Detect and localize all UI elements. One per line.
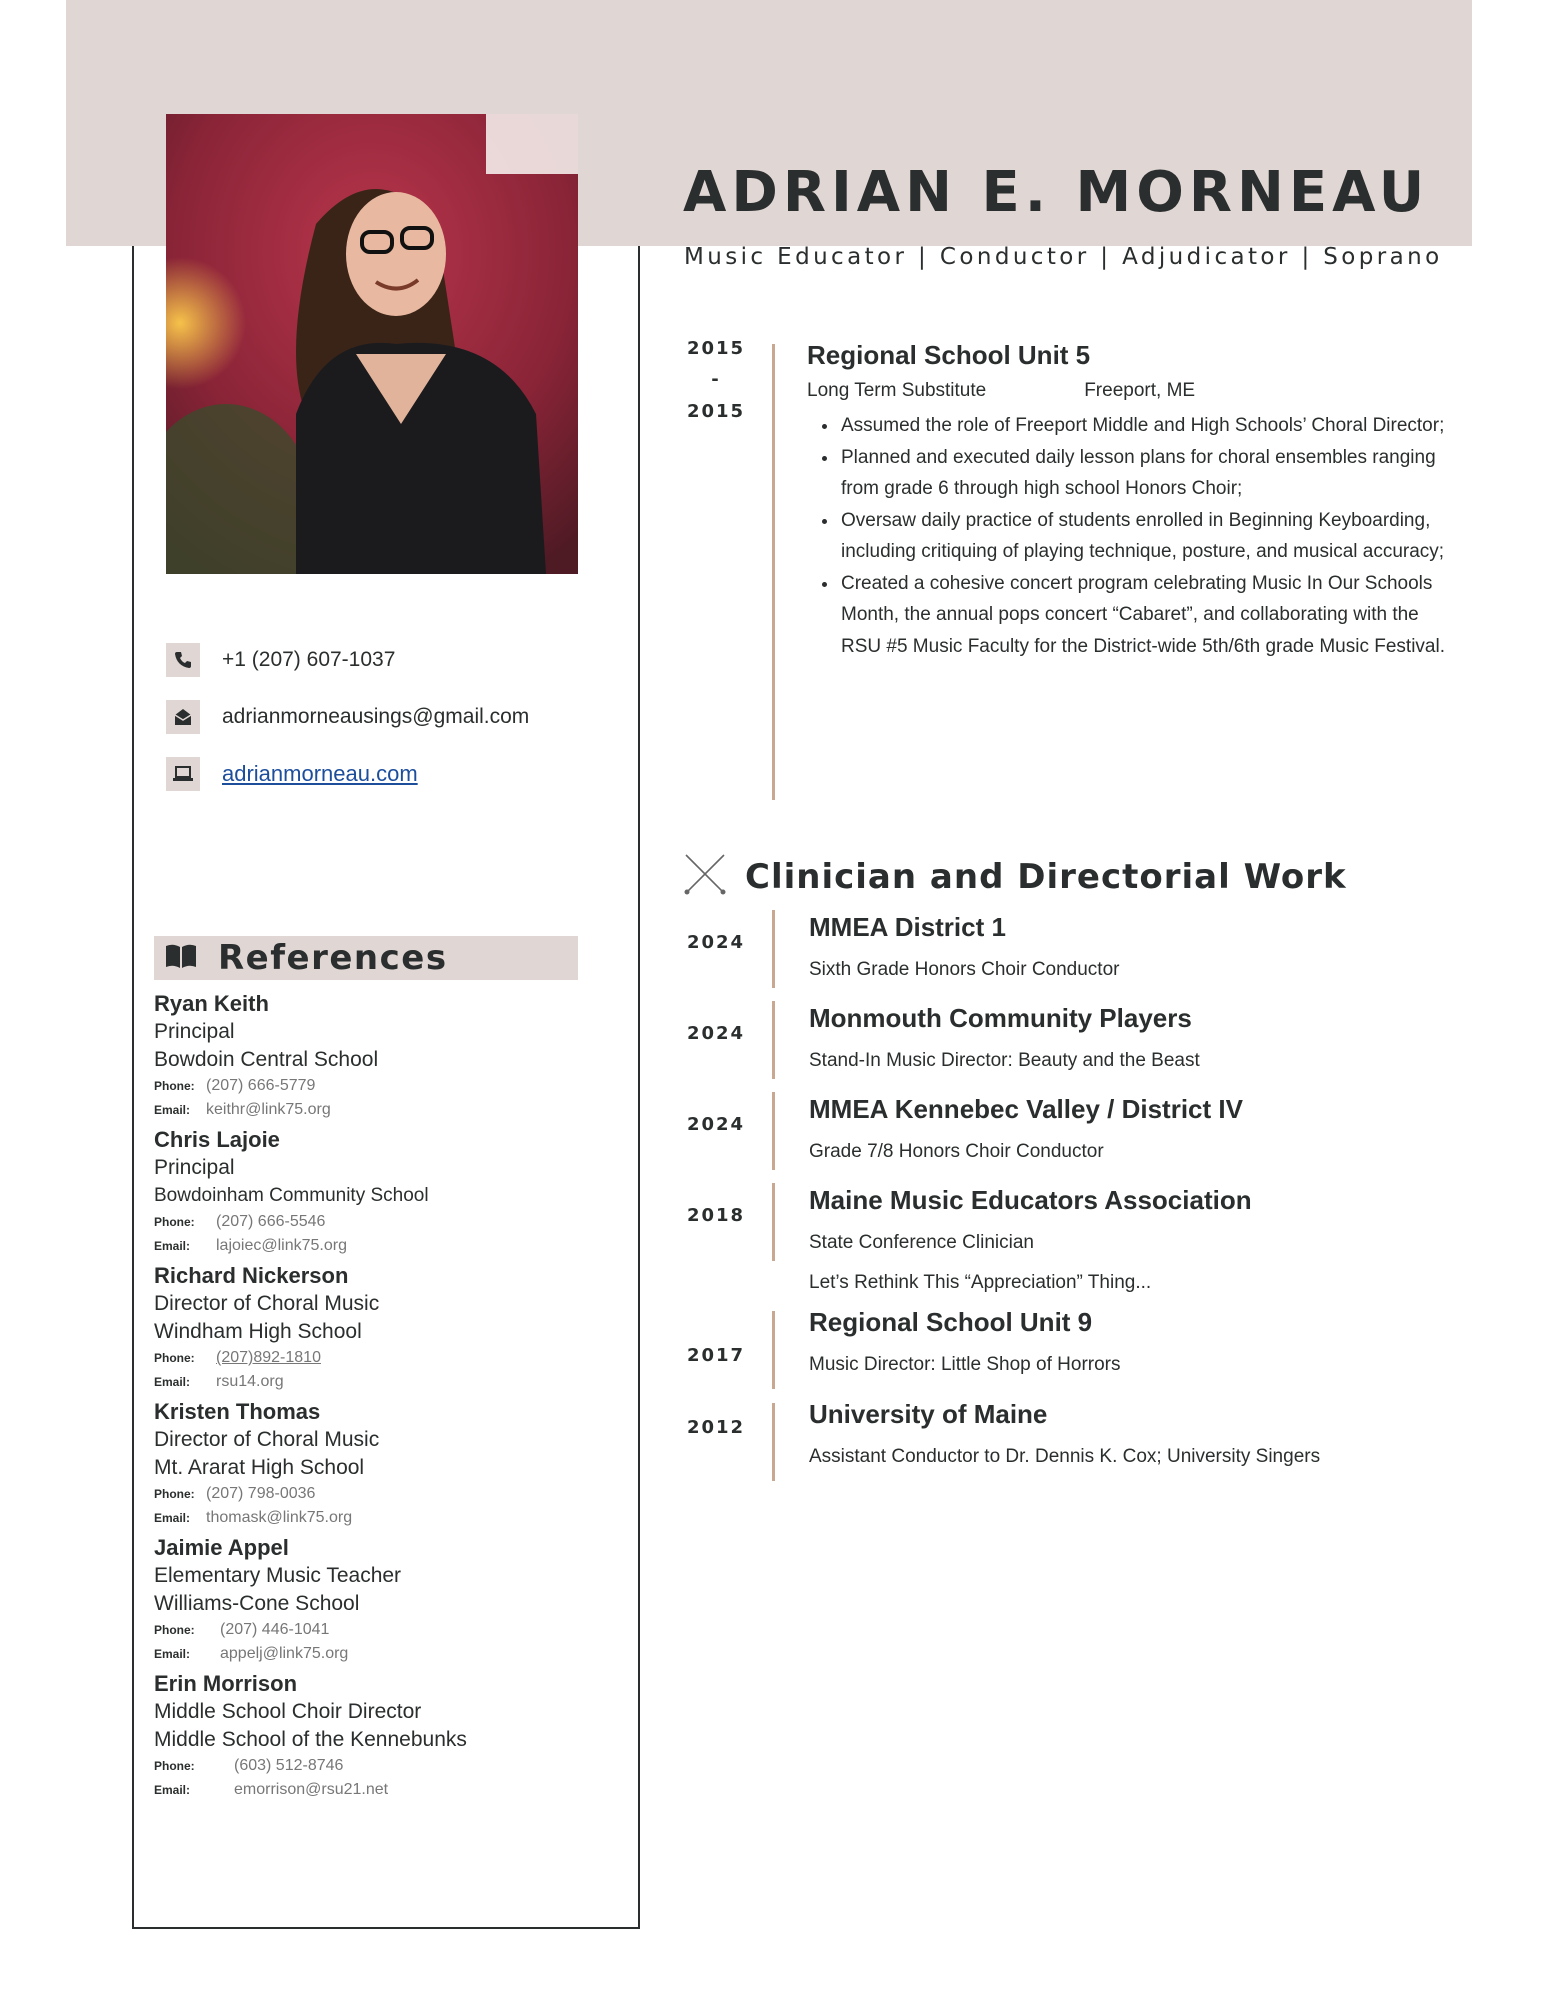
reference-email: appelj@link75.org [220, 1645, 349, 1662]
clinician-sub: Music Director: Little Shop of Horrors [809, 1354, 1121, 1375]
reference-email: lajoiec@link75.org [216, 1237, 347, 1254]
email-label: Email: [154, 1375, 191, 1389]
contact-website-row [166, 757, 418, 791]
clinician-sub: State Conference Clinician [809, 1232, 1034, 1253]
clinician-title: Maine Music Educators Association [809, 1185, 1252, 1215]
phone-label: Phone: [154, 1759, 195, 1773]
profile-photo [166, 114, 578, 574]
experience-position: Long Term Substitute [807, 380, 987, 401]
phone-label: Phone: [154, 1623, 195, 1637]
clinician-sub: Sixth Grade Honors Choir Conductor [809, 959, 1120, 980]
clinician-year: 2024 [686, 1023, 746, 1044]
email-label: Email: [154, 1783, 191, 1797]
reference-phone-link[interactable]: (207)892-1810 [216, 1349, 321, 1366]
references-title: References [218, 938, 448, 978]
email-label: Email: [154, 1647, 191, 1661]
experience-bullets [807, 410, 1447, 662]
reference-phone: (207) 798-0036 [206, 1485, 316, 1502]
clinician-sub: Grade 7/8 Honors Choir Conductor [809, 1141, 1104, 1162]
reference-org: Windham High School [154, 1320, 362, 1343]
experience-title: Regional School Unit 5 [807, 340, 1091, 370]
clinician-year: 2024 [686, 932, 746, 953]
clinician-sub-extra: Let’s Rethink This “Appreciation” Thing... [809, 1272, 1152, 1293]
reference-email: rsu14.org [216, 1373, 284, 1390]
experience-year-end: 2015 [686, 401, 746, 422]
experience-year-dash: - [711, 369, 721, 390]
candidate-tagline: Music Educator | Conductor | Adjudicator | Soprano [684, 244, 1443, 270]
clinician-year: 2024 [686, 1114, 746, 1135]
clinician-body [809, 1092, 1449, 1172]
contact-phone-row [166, 643, 395, 677]
contact-email-row [166, 700, 529, 734]
timeline-line [772, 1311, 775, 1389]
reference-phone: (207) 666-5779 [206, 1077, 316, 1094]
clinician-section-header [683, 852, 1347, 901]
experience-subline [807, 378, 1447, 404]
experience-bullet: • Assumed the role of Freeport Middle and High Schools’ Choral Director; [839, 410, 1447, 442]
reference-email: emorrison@rsu21.net [234, 1781, 389, 1798]
reference-item [154, 990, 634, 1122]
timeline-line [772, 910, 775, 988]
experience-body [807, 338, 1447, 662]
contact-phone: +1 (207) 607-1037 [222, 648, 396, 671]
experience-bullet: • Planned and executed daily lesson plans for choral ensembles ranging from grade 6 through high school Honors Choir; [839, 442, 1447, 505]
reference-org: Mt. Ararat High School [154, 1456, 365, 1479]
experience-bullet: • Created a cohesive concert program celebrating Music In Our Schools Month, the annual pops concert “Cabaret”, and collaborating with the RSU #5 Music Faculty for the District-wide 5th/6th grade Music Festival. [839, 568, 1447, 663]
clinician-title: MMEA District 1 [809, 912, 1006, 942]
clinician-year: 2012 [686, 1417, 746, 1438]
clinician-body [809, 1001, 1449, 1081]
contact-email[interactable]: adrianmorneausings@gmail.com [222, 705, 530, 728]
clinician-section-title: Clinician and Directorial Work [745, 856, 1347, 897]
references-list [154, 990, 634, 1806]
reference-name: Jaimie Appel [154, 1535, 289, 1560]
reference-phone: (603) 512-8746 [234, 1757, 344, 1774]
email-label: Email: [154, 1239, 191, 1253]
clinician-body [809, 1305, 1449, 1385]
clinician-title: MMEA Kennebec Valley / District IV [809, 1094, 1243, 1124]
experience-year-start: 2015 [686, 338, 746, 359]
reference-org: Williams-Cone School [154, 1592, 360, 1615]
reference-item [154, 1534, 634, 1666]
timeline-line [772, 1183, 775, 1261]
reference-role: Director of Choral Music [154, 1428, 380, 1451]
reference-name: Ryan Keith [154, 991, 269, 1016]
clinician-title: Monmouth Community Players [809, 1003, 1192, 1033]
timeline-line [772, 1001, 775, 1079]
clinician-body [809, 910, 1449, 990]
reference-item [154, 1670, 634, 1802]
reference-role: Principal [154, 1020, 235, 1043]
reference-email: thomask@link75.org [206, 1509, 353, 1526]
reference-phone: (207) 446-1041 [220, 1621, 330, 1638]
clinician-sub: Stand-In Music Director: Beauty and the Beast [809, 1050, 1200, 1071]
timeline-line [772, 344, 775, 800]
reference-role: Principal [154, 1156, 235, 1179]
reference-role: Director of Choral Music [154, 1292, 380, 1315]
clinician-year: 2017 [686, 1345, 746, 1366]
reference-role: Elementary Music Teacher [154, 1564, 402, 1587]
references-header [154, 936, 578, 980]
phone-label: Phone: [154, 1487, 195, 1501]
reference-org: Bowdoin Central School [154, 1048, 379, 1071]
clinician-title: Regional School Unit 9 [809, 1307, 1093, 1337]
laptop-icon [166, 757, 200, 791]
candidate-name: ADRIAN E. MORNEAU [683, 160, 1430, 225]
phone-label: Phone: [154, 1351, 195, 1365]
reference-name: Chris Lajoie [154, 1127, 280, 1152]
reference-role: Middle School Choir Director [154, 1700, 422, 1723]
experience-entry [683, 338, 1443, 808]
email-label: Email: [154, 1103, 191, 1117]
clinician-title: University of Maine [809, 1399, 1048, 1429]
open-book-icon [164, 942, 198, 975]
reference-name: Kristen Thomas [154, 1399, 321, 1424]
clinician-sub: Assistant Conductor to Dr. Dennis K. Cox; University Singers [809, 1446, 1321, 1467]
reference-phone: (207) 666-5546 [216, 1213, 326, 1230]
clinician-body [809, 1397, 1509, 1477]
reference-name: Richard Nickerson [154, 1263, 349, 1288]
reference-email: keithr@link75.org [206, 1101, 331, 1118]
clinician-body [809, 1183, 1449, 1303]
reference-org: Middle School of the Kennebunks [154, 1728, 467, 1751]
reference-org: Bowdoinham Community School [154, 1185, 429, 1206]
email-label: Email: [154, 1511, 191, 1525]
envelope-icon [166, 700, 200, 734]
reference-name: Erin Morrison [154, 1671, 298, 1696]
timeline-line [772, 1092, 775, 1170]
reference-item [154, 1126, 634, 1258]
timeline-line [772, 1403, 775, 1481]
crossed-batons-icon [683, 852, 727, 901]
experience-location: Freeport, ME [1084, 380, 1196, 401]
phone-icon [166, 643, 200, 677]
reference-item [154, 1262, 634, 1394]
reference-item [154, 1398, 634, 1530]
experience-bullet: • Oversaw daily practice of students enrolled in Beginning Keyboarding, including critiquing of playing technique, posture, and musical accuracy; [839, 505, 1447, 568]
phone-label: Phone: [154, 1079, 195, 1093]
phone-label: Phone: [154, 1215, 195, 1229]
contact-website-link[interactable]: adrianmorneau.com [222, 761, 418, 786]
clinician-year: 2018 [686, 1205, 746, 1226]
